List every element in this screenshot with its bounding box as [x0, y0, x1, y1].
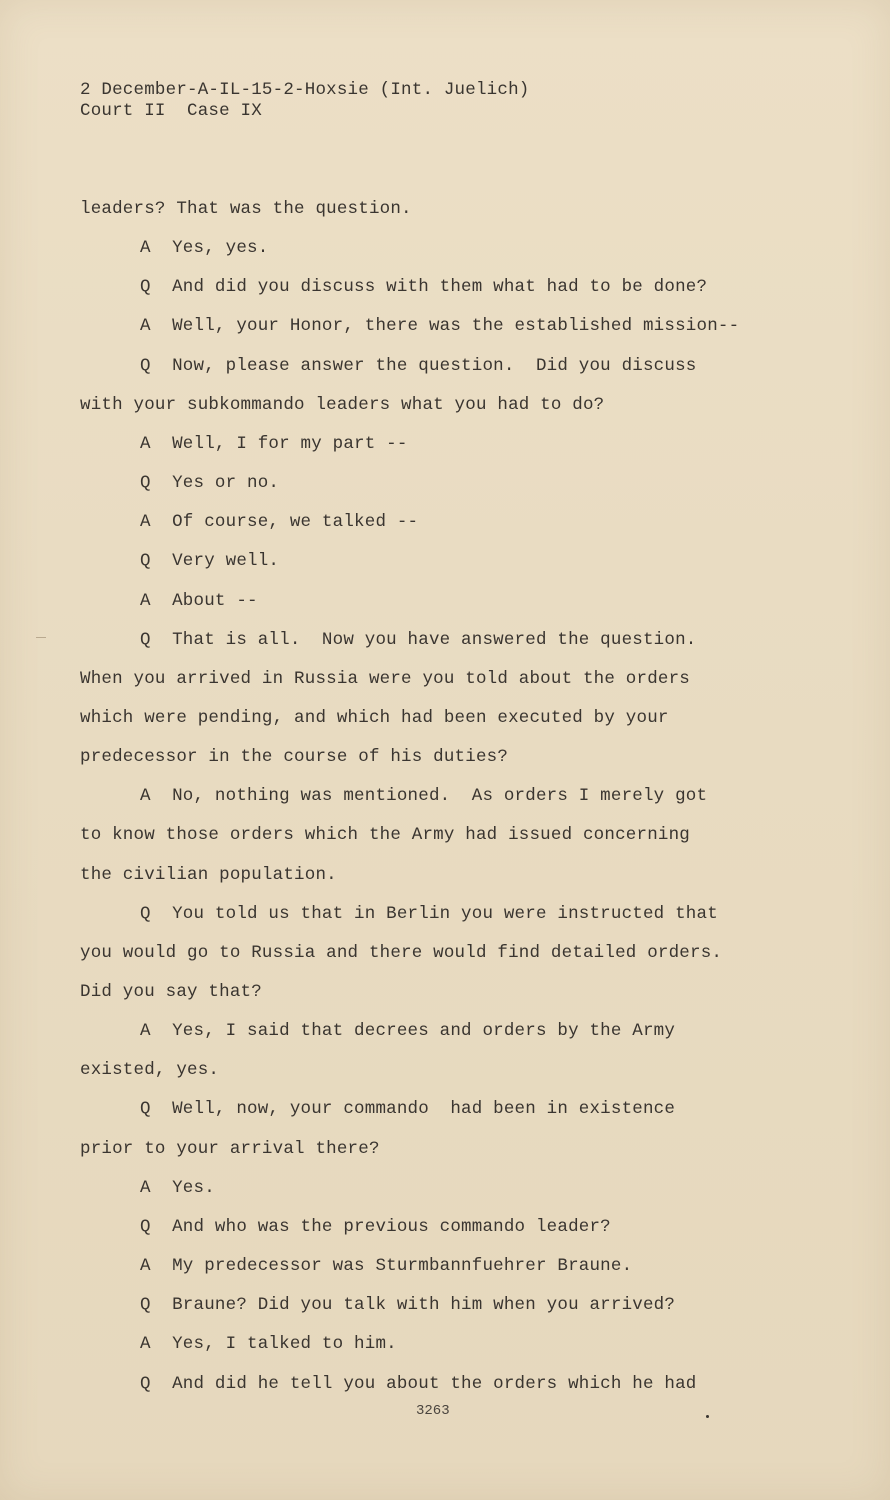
ink-speck: [706, 1415, 709, 1418]
header-line-1: 2 December-A-IL-15-2-Hoxsie (Int. Juelich): [80, 80, 530, 100]
transcript-line: Q Very well.: [140, 551, 280, 571]
page-number: 3263: [416, 1403, 450, 1419]
transcript-line: to know those orders which the Army had issued concerning: [80, 825, 690, 845]
transcript-line: with your subkommando leaders what you had to do?: [80, 395, 605, 415]
transcript-line: you would go to Russia and there would find detailed orders.: [80, 943, 723, 963]
transcript-line: Q And did he tell you about the orders which he had: [140, 1374, 697, 1394]
transcript-line: A Yes.: [140, 1178, 215, 1198]
transcript-line: A About --: [140, 591, 258, 611]
transcript-line: Q Yes or no.: [140, 473, 280, 493]
transcript-line: Q Now, please answer the question. Did you discuss: [140, 356, 697, 376]
transcript-line: A Yes, I said that decrees and orders by the Army: [140, 1021, 676, 1041]
transcript-line: A Well, your Honor, there was the established mission--: [140, 316, 740, 336]
transcript-line: Q Well, now, your commando had been in existence: [140, 1099, 676, 1119]
transcript-line: Did you say that?: [80, 982, 262, 1002]
transcript-line: Q And who was the previous commando leader?: [140, 1217, 611, 1237]
transcript-line: which were pending, and which had been executed by your: [80, 708, 669, 728]
margin-mark: [36, 637, 46, 638]
transcript-line: Q You told us that in Berlin you were instructed that: [140, 904, 718, 924]
transcript-line: Q That is all. Now you have answered the question.: [140, 630, 697, 650]
transcript-line: A No, nothing was mentioned. As orders I merely got: [140, 786, 708, 806]
transcript-line: Q Braune? Did you talk with him when you arrived?: [140, 1295, 676, 1315]
transcript-line: A Of course, we talked --: [140, 512, 419, 532]
transcript-line: predecessor in the course of his duties?: [80, 747, 509, 767]
transcript-line: A Well, I for my part --: [140, 434, 408, 454]
transcript-line: prior to your arrival there?: [80, 1139, 380, 1159]
transcript-line: A Yes, yes.: [140, 238, 269, 258]
transcript-line: the civilian population.: [80, 865, 337, 885]
header-line-2: Court II Case IX: [80, 101, 262, 121]
transcript-line: leaders? That was the question.: [80, 199, 412, 219]
transcript-line: When you arrived in Russia were you told about the orders: [80, 669, 690, 689]
transcript-line: Q And did you discuss with them what had to be done?: [140, 277, 708, 297]
transcript-line: A My predecessor was Sturmbannfuehrer Braune.: [140, 1256, 633, 1276]
transcript-line: A Yes, I talked to him.: [140, 1334, 397, 1354]
transcript-line: existed, yes.: [80, 1060, 220, 1080]
